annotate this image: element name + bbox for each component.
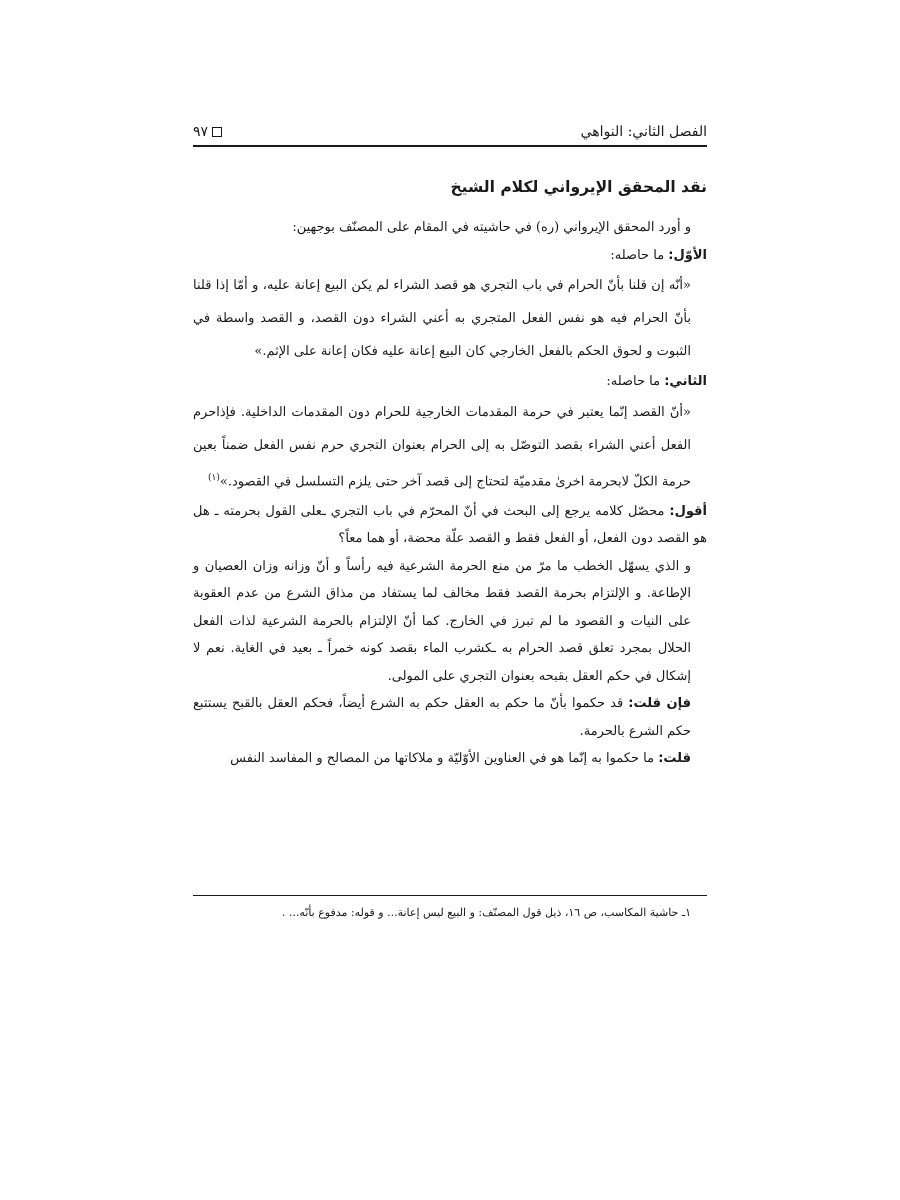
footnote-marker: (١) [207, 472, 220, 483]
objection-text: قد حكموا بأنّ ما حكم به العقل حكم به الشرع أيضاً، فحكم العقل بالقبح يستتبع حكم الشرع بالحرمة. [193, 696, 691, 739]
aqulu-label: أقول: [669, 503, 707, 519]
first-point-heading [193, 242, 707, 270]
aqulu-text: محصّل كلامه يرجع إلى البحث في أنّ المحرّم في باب التجري ـعلى القول بحرمته ـ هل هو القصد دون الفعل، أو الفعل فقط و القصد علّة محضة، أو هما معاً؟ [193, 503, 707, 547]
second-label: الثاني: [664, 374, 707, 389]
second-point-heading [193, 368, 707, 396]
chapter-title: الفصل الثاني: النواهي [580, 124, 707, 140]
footnote-rule [193, 895, 707, 896]
reply-text: ما حكموا به إنّما هو في العناوين الأوّليّة و ملاكاتها من المصالح و المفاسد النفس [230, 751, 659, 767]
second-lead: ما حاصله: [606, 374, 665, 389]
page-number-text: ٩٧ [193, 124, 209, 140]
reply-paragraph [193, 745, 707, 773]
section-title: نقد المحقق الإيرواني لكلام الشيخ [450, 178, 707, 196]
reply-label: قلت: [658, 751, 691, 767]
first-quote: «أنّه إن قلنا بأنّ الحرام في باب التجري هو قصد الشراء لم يكن البيع إعانة عليه، و أمّا إذا قلنا بأنّ الحرام فيه هو نفس الفعل المتجري به أعني الشراء دون القصد، و القصد واسطة في الثبوت و لحوق الحكم بالفعل الخارجي كان البيع إعانة عليه فكان إعانة على الإثم.» [193, 278, 691, 359]
second-quote-text: «أنّ القصد إنّما يعتبر في حرمة المقدمات الخارجية للحرام دون المقدمات الداخلية. فإذاحرم الفعل أعني الشراء بقصد التوصّل به إلى الحرام بعنوان التجري حرم نفس الفعل ضمناً بعين حرمة الكلّ لابحرمة اخرىٰ مقدميّة لتحتاج إلى قصد آخر حتى يلزم التسلسل في القصود.» [193, 404, 691, 489]
running-header [193, 112, 707, 140]
intro-paragraph: و أورد المحقق الإيرواني (ره) في حاشيته في المقام على المصنّف بوجهين: [292, 220, 691, 235]
paragraph-two: و الذي يسهّل الخطب ما مرّ من منع الحرمة الشرعية فيه رأساً و أنّ وزانه وزان العصيان و الإطاعة. و الإلتزام بحرمة القصد فقط مخالف لما يستفاد من مذاق الشرع من عدم العقوبة على النيات و القصود ما لم تبرز في الخارج. كما أنّ الإلتزام بالحرمة الشرعية لذات الفعل الحلال بمجرد تعلق قصد الحرام به ـكشرب الماء بقصد كونه خمراً ـ بعيد في الغاية. نعم لا إشكال في حكم العقل بقبحه بعنوان التجري على المولى. [193, 558, 691, 684]
page-number [193, 124, 222, 140]
header-rule [193, 145, 707, 147]
footnote: ١ـ حاشية المكاسب، ص ١٦، ذيل قول المصنّف: و البيع ليس إعانة... و قوله: مدفوع بأنّه... . [281, 906, 691, 919]
aqulu-paragraph [193, 498, 707, 553]
body-text [193, 170, 707, 773]
second-quote [193, 396, 707, 498]
square-icon [212, 127, 222, 137]
objection-label: فإن قلت: [628, 696, 692, 712]
first-label: الأوّل: [668, 247, 707, 263]
first-lead: ما حاصله: [610, 247, 669, 263]
objection-paragraph [193, 690, 707, 745]
